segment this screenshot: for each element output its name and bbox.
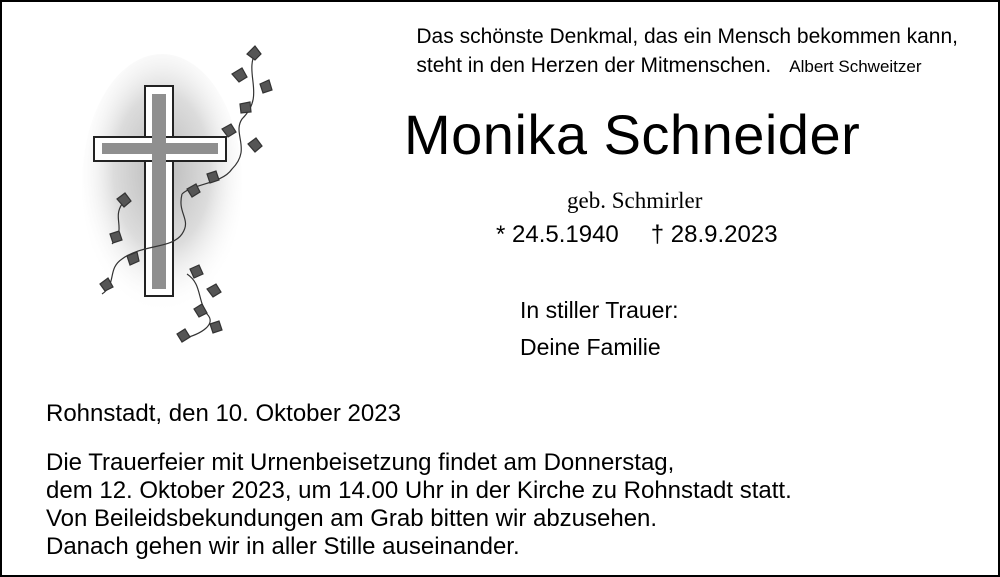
announcement-line: Die Trauerfeier mit Urnenbeisetzung findet am Donnerstag, [46,449,675,476]
maiden-name: geb. Schmirler [567,188,703,213]
quote-line-2 [416,51,958,81]
mourning-line-1: In stiller Trauer: [520,297,679,323]
mourning-block [520,292,679,366]
quote-block [416,22,958,81]
mourning-line-2: Deine Familie [520,334,661,360]
life-dates [496,221,778,249]
death-date: † 28.9.2023 [650,221,778,248]
announcement-line: Danach gehen wir in aller Stille auseinander. [46,533,520,560]
quote-line-2-text: steht in den Herzen der Mitmenschen. [416,54,772,77]
quote-author: Albert Schweitzer [789,57,922,76]
announcement-text [46,449,792,561]
announcement-line: dem 12. Oktober 2023, um 14.00 Uhr in der Kirche zu Rohnstadt statt. [46,477,792,504]
place-date: Rohnstadt, den 10. Oktober 2023 [46,400,401,427]
announcement-line: Von Beileidsbekundungen am Grab bitten wir abzusehen. [46,505,658,532]
quote-line-1: Das schönste Denkmal, das ein Mensch bekommen kann, [416,25,958,48]
deceased-name: Monika Schneider [404,103,861,166]
birth-date: * 24.5.1940 [496,221,619,248]
cross-with-ivy-illustration [82,34,297,349]
